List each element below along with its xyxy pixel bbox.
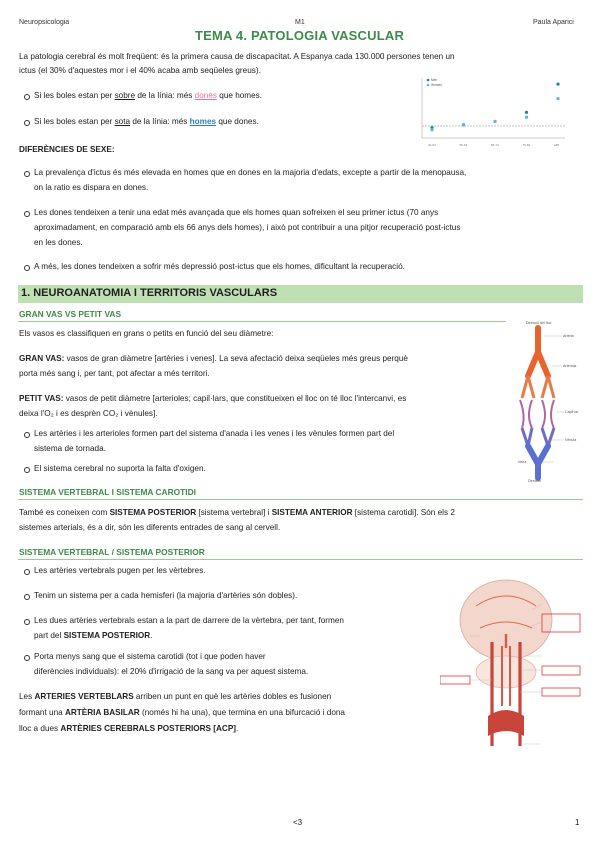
header-module: M1 xyxy=(295,19,305,26)
sex-diff-b1-l2: on la ratio es dispara en dones. xyxy=(34,183,149,192)
vessel-diagram xyxy=(508,318,588,484)
x-tick-label: ≥85 xyxy=(554,143,559,147)
vessels-b1-l1: Les artèries i les arterioles formen part del sistema d'anada i les venes i les vènules formen part del xyxy=(34,429,395,438)
vessels-b1-l2: sistema de tornada. xyxy=(34,444,106,453)
capillary-shape xyxy=(520,400,554,428)
gran-vas-def-l1: GRAN VAS: vasos de gran diàmetre [artèries i venes]. La seva afectació deixa seqüeles més greus perquè xyxy=(19,354,408,363)
legend-marker xyxy=(427,84,430,87)
bullet-icon xyxy=(24,120,30,126)
bullet-icon xyxy=(24,569,30,575)
vert-post-b4-l1: Porta menys sang que el sistema carotidi (tot i que poden haver xyxy=(34,652,266,661)
vert-carot-l2: sistemes arterials, és a dir, són les diferents entrades de sang al cervell. xyxy=(19,523,281,532)
chart-point-men xyxy=(525,111,528,114)
bullet-icon xyxy=(24,467,30,473)
chart-point-men xyxy=(556,83,559,86)
cerebral-arteries-illustration xyxy=(440,576,588,754)
petit-vas-def-l2: deixa l'O₂ i es desprèn CO₂ i vènules]. xyxy=(19,409,158,418)
bullet-below-line: Si les boles estan per sota de la línia: més homes que dones. xyxy=(34,117,259,126)
bullet-icon xyxy=(24,655,30,661)
gran-vas-intro: Els vasos es classifiquen en grans o petits en funció del seu diàmetre: xyxy=(19,329,274,338)
bullet-above-line: Si les boles estan per sobre de la línia: més dones que homes. xyxy=(34,91,263,100)
divider xyxy=(18,321,506,322)
vert-post-p-l3: lloc a dues ARTÈRIES CEREBRALS POSTERIORS [ACP]. xyxy=(19,724,239,733)
chart-point-women xyxy=(556,97,559,100)
fig-label-vein: Vena xyxy=(518,460,527,464)
footer-heart: <3 xyxy=(293,818,303,827)
highlight-box xyxy=(542,666,580,675)
page-number: 1 xyxy=(575,818,580,827)
chart-background xyxy=(400,72,570,154)
sex-diff-b3: A més, les dones tendeixen a sofrir més depressió post-ictus que els homes, dificultant la recuperació. xyxy=(34,262,405,271)
divider xyxy=(18,499,583,500)
cerebellum-shape xyxy=(476,656,536,688)
highlight-box xyxy=(542,688,580,696)
header-author: Paula Aparici xyxy=(533,19,574,26)
vert-post-b3-l1: Les dues artèries vertebrals estan a la part de darrere de la vèrtebra, per tant, formen xyxy=(34,616,344,625)
x-tick-label: 65-74 xyxy=(491,143,499,147)
page-title: TEMA 4. PATOLOGIA VASCULAR xyxy=(194,28,405,43)
legend-marker xyxy=(427,79,430,82)
fig-label-venule: Vènula xyxy=(565,438,577,442)
intro-line-2: ictus (el 30% d'aquestes mor i el 40% acaba amb seqüeles greus). xyxy=(19,66,261,75)
header-course: Neuropsicologia xyxy=(19,19,70,26)
section-header: 1. NEUROANATOMIA I TERRITORIS VASCULARS xyxy=(18,285,583,303)
legend-label: Women xyxy=(431,83,442,88)
chart-point-women xyxy=(462,123,465,126)
x-tick-label: 55-64 xyxy=(459,143,468,147)
vessels-b2: El sistema cerebral no suporta la falta d'oxigen. xyxy=(34,464,206,473)
sex-diff-b2-l3: en les dones. xyxy=(34,238,83,247)
vert-post-b4-l2: diferències individuals): el 20% d'irrigació de la sang va per aquest sistema. xyxy=(34,667,309,676)
aortic-arch xyxy=(488,710,524,736)
bullet-icon xyxy=(24,265,30,271)
fig-label-top: Direcció del flux xyxy=(526,321,552,325)
x-tick-label: 75-84 xyxy=(522,143,531,147)
sex-diff-b1-l1: La prevalença d'ictus és més elevada en homes que en dones en la majoria d'edats, excepte a partir de la menopausa, xyxy=(34,168,467,177)
chart-point-women xyxy=(493,120,496,123)
gran-vas-heading: GRAN VAS VS PETIT VAS xyxy=(19,309,122,319)
vert-post-p-l1: Les ARTERIES VERTEBLARS arriben un punt en què les artèries dobles es fusionen xyxy=(19,692,332,701)
vert-post-heading: SISTEMA VERTEBRAL / SISTEMA POSTERIOR xyxy=(19,547,205,557)
stroke-ratio-chart xyxy=(400,72,570,154)
highlight-box xyxy=(440,676,470,684)
fig-label-arteriole: Arteriola xyxy=(563,364,577,368)
sex-diff-b2-l1: Les dones tendeixen a tenir una edat més avançada que els homes quan sofreixen el seu primer ictus (70 anys xyxy=(34,208,439,217)
vert-post-p-l2: formant una ARTÈRIA BASILAR (només hi ha una), que termina en una bifurcació i dona xyxy=(19,708,345,717)
intro-line-1: La patologia cerebral és molt freqüent: és la primera causa de discapacitat. A Espanya cada 130.000 persones tenen un xyxy=(19,52,455,61)
vert-carot-heading: SISTEMA VERTEBRAL I SISTEMA CAROTIDI xyxy=(19,487,196,497)
x-tick-label: 40-54 xyxy=(428,143,436,147)
sex-diff-heading: DIFERÈNCIES DE SEXE: xyxy=(19,145,115,154)
divider xyxy=(18,559,583,560)
vert-post-b3-l2: part del SISTEMA POSTERIOR. xyxy=(34,631,153,640)
bullet-icon xyxy=(24,94,30,100)
chart-point-women xyxy=(430,128,433,131)
legend-label: Men xyxy=(431,78,438,83)
bullet-icon xyxy=(24,432,30,438)
chart-point-women xyxy=(525,116,528,119)
bullet-icon xyxy=(24,171,30,177)
fig-label-artery: Artèria xyxy=(563,334,574,338)
bullet-icon xyxy=(24,211,30,217)
vert-post-b2: Tenim un sistema per a cada hemisferi (la majoria d'artèries són dobles). xyxy=(34,591,298,600)
arteriole-shape xyxy=(522,376,554,398)
sex-diff-b2-l2: aproximadament, en comparació amb els 66 anys dels homes), i això pot contribuir a una pitjor recuperació post-ictus xyxy=(34,223,461,232)
gran-vas-def-l2: porta més sang i, per tant, pot afectar a més territori. xyxy=(19,369,210,378)
bullet-icon xyxy=(24,594,30,600)
vert-post-b1: Les artèries vertebrals pugen per les vèrtebres. xyxy=(34,566,206,575)
fig-label-bottom: Direcció xyxy=(528,479,541,483)
vert-carot-l1: També es coneixen com SISTEMA POSTERIOR [sistema vertebral] i SISTEMA ANTERIOR [sistema carotidi]. Són els 2 xyxy=(19,508,455,517)
artery-shape xyxy=(528,328,548,376)
petit-vas-def-l1: PETIT VAS: vasos de petit diàmetre [arterioles; capil·lars, que constitueixen el lloc on té lloc l'intercanvi, es xyxy=(19,394,407,403)
bullet-icon xyxy=(24,619,30,625)
fig-label-capillary: Capil·lar xyxy=(565,410,579,414)
